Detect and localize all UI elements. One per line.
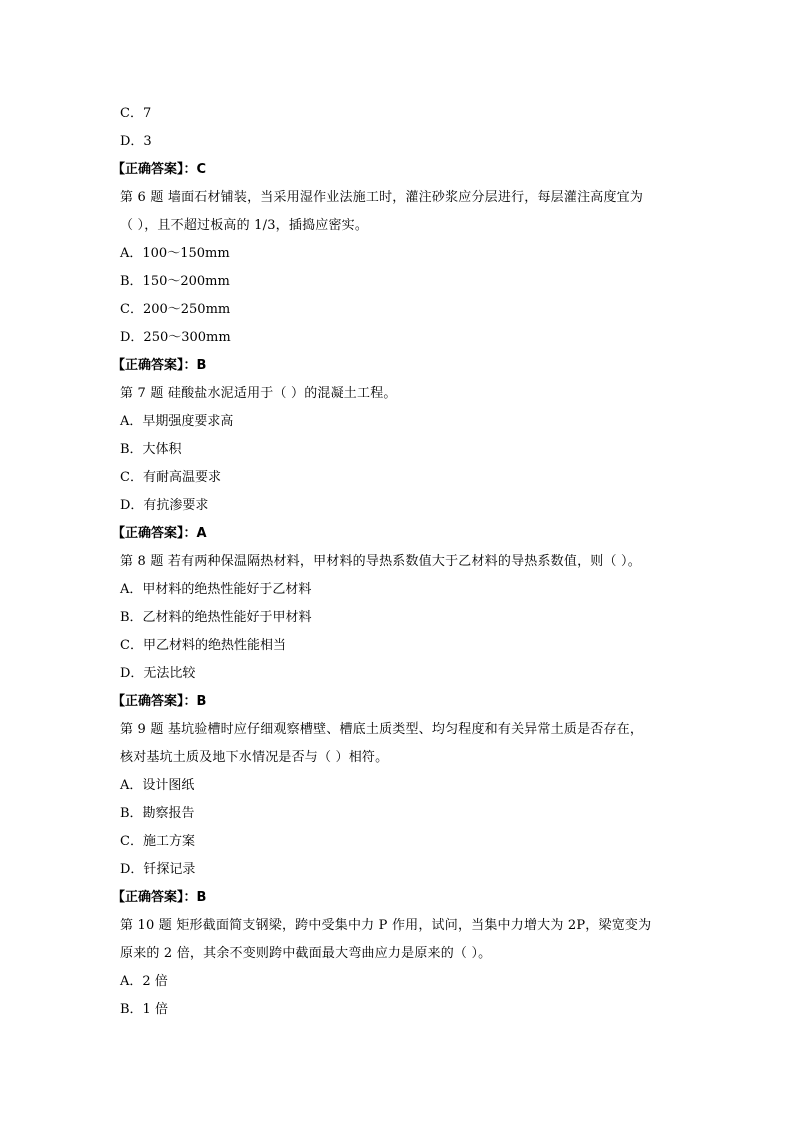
option-q5-c: C．7 xyxy=(120,106,152,121)
option-q6-c: C．200～250mm xyxy=(120,302,231,317)
answer-q5: 【正确答案】：C xyxy=(112,162,207,177)
option-q10-b: B．1 倍 xyxy=(120,1002,168,1017)
option-q9-d: D．钎探记录 xyxy=(120,862,196,877)
question-7-line-1: 第 7 题 硅酸盐水泥适用于（ ）的混凝土工程。 xyxy=(120,386,397,401)
option-q7-b: B．大体积 xyxy=(120,442,182,457)
answer-q9: 【正确答案】：B xyxy=(112,890,207,905)
option-q5-d: D．3 xyxy=(120,134,152,149)
option-q7-d: D．有抗渗要求 xyxy=(120,498,209,513)
question-6-line-2: （ ），且不超过板高的 1/3，插捣应密实。 xyxy=(120,218,369,233)
option-q8-c: C．甲乙材料的绝热性能相当 xyxy=(120,638,286,653)
option-q8-b: B．乙材料的绝热性能好于甲材料 xyxy=(120,610,312,625)
answer-q7: 【正确答案】：A xyxy=(112,526,207,541)
option-q6-b: B．150～200mm xyxy=(120,274,230,289)
option-q6-a: A．100～150mm xyxy=(120,246,230,261)
question-10-line-2: 原来的 2 倍，其余不变则跨中截面最大弯曲应力是原来的（ ）。 xyxy=(120,946,492,961)
option-q9-c: C．施工方案 xyxy=(120,834,195,849)
option-q9-a: A．设计图纸 xyxy=(120,778,195,793)
question-10-line-1: 第 10 题 矩形截面简支钢梁，跨中受集中力 P 作用，试问，当集中力增大为 2P，梁宽变为 xyxy=(120,918,652,933)
option-q9-b: B．勘察报告 xyxy=(120,806,195,821)
option-q10-a: A．2 倍 xyxy=(120,974,168,989)
question-6-line-1: 第 6 题 墙面石材铺装，当采用湿作业法施工时，灌注砂浆应分层进行，每层灌注高度宜为 xyxy=(120,190,644,205)
option-q7-c: C．有耐高温要求 xyxy=(120,470,221,485)
option-q8-a: A．甲材料的绝热性能好于乙材料 xyxy=(120,582,312,597)
answer-q6: 【正确答案】：B xyxy=(112,358,207,373)
question-9-line-2: 核对基坑土质及地下水情况是否与（ ）相符。 xyxy=(120,750,389,765)
answer-q8: 【正确答案】：B xyxy=(112,694,207,709)
option-q7-a: A．早期强度要求高 xyxy=(120,414,234,429)
option-q8-d: D．无法比较 xyxy=(120,666,196,681)
question-9-line-1: 第 9 题 基坑验槽时应仔细观察槽壁、槽底土质类型、均匀程度和有关异常土质是否存在， xyxy=(120,722,644,737)
option-q6-d: D．250～300mm xyxy=(120,330,231,345)
question-8-line-1: 第 8 题 若有两种保温隔热材料，甲材料的导热系数值大于乙材料的导热系数值，则（ ）。 xyxy=(120,554,641,569)
